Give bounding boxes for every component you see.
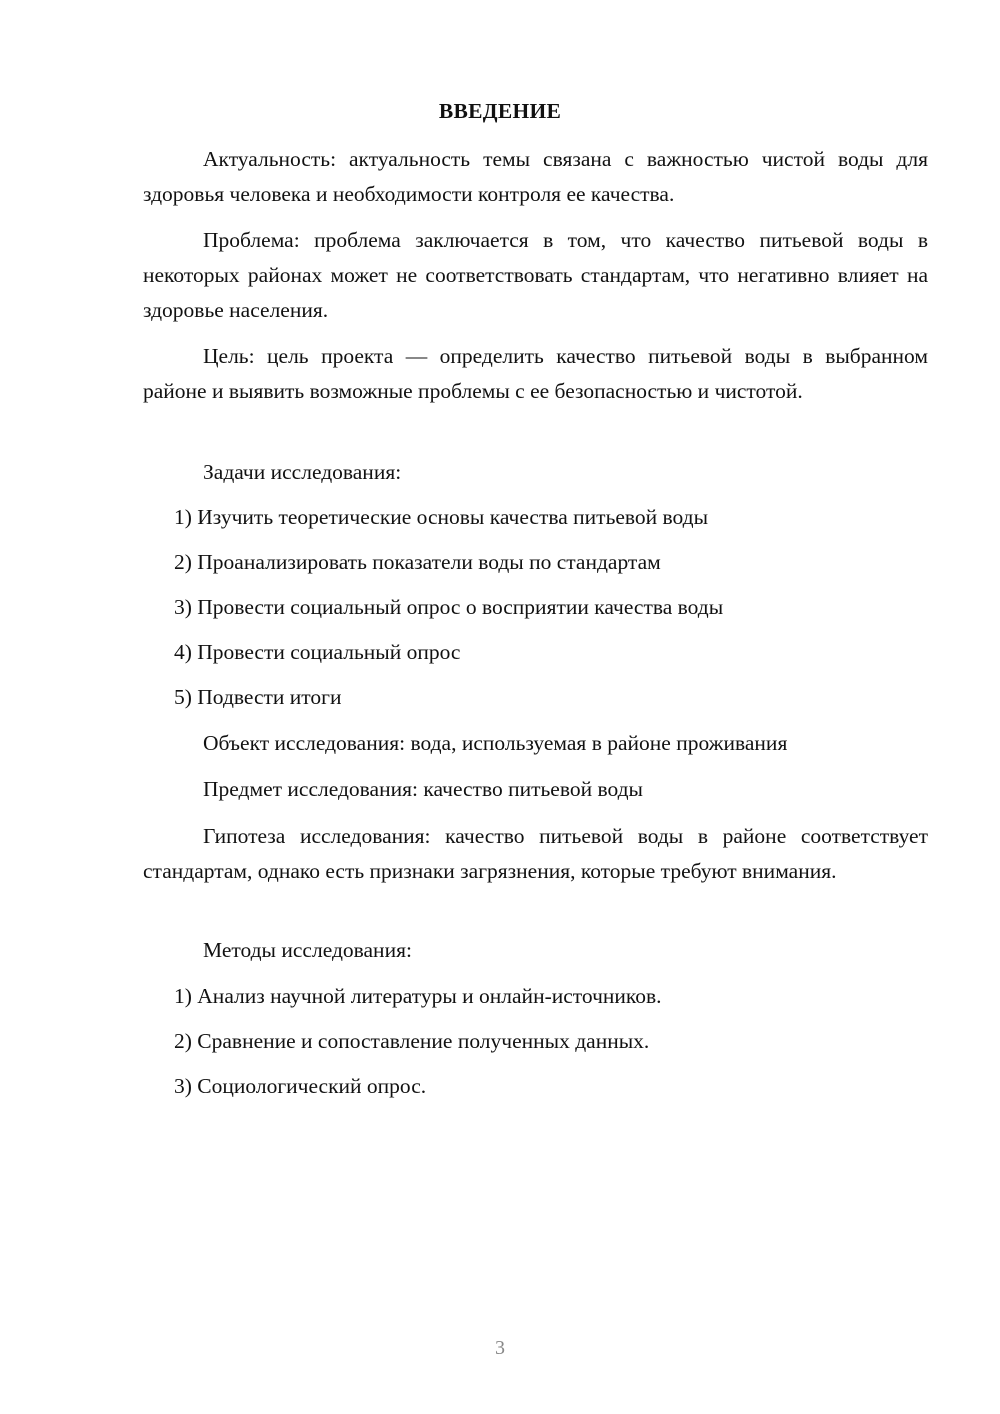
task-item: 5) Подвести итоги: [174, 685, 342, 709]
tasks-title: Задачи исследования:: [203, 460, 402, 484]
method-item: 2) Сравнение и сопоставление полученных данных.: [174, 1029, 650, 1053]
method-item: 1) Анализ научной литературы и онлайн-источников.: [174, 984, 662, 1008]
hypothesis-paragraph: Гипотеза исследования: качество питьевой воды в районе соответствует стандартам, однако есть признаки загрязнения, которые требуют внимания.: [143, 824, 928, 883]
research-object: Объект исследования: вода, используемая в районе проживания: [203, 731, 788, 755]
task-item: 4) Провести социальный опрос: [174, 640, 461, 664]
research-subject: Предмет исследования: качество питьевой воды: [203, 777, 643, 801]
task-item: 2) Проанализировать показатели воды по стандартам: [174, 550, 661, 574]
relevance-paragraph: Актуальность: актуальность темы связана с важностью чистой воды для здоровья человека и необходимости контроля ее качества.: [143, 147, 928, 206]
methods-title: Методы исследования:: [203, 938, 412, 962]
method-item: 3) Социологический опрос.: [174, 1074, 427, 1098]
page-number: 3: [495, 1337, 505, 1359]
task-item: 3) Провести социальный опрос о восприятии качества воды: [174, 595, 724, 619]
problem-paragraph: Проблема: проблема заключается в том, что качество питьевой воды в некоторых районах может не соответствовать стандартам, что негативно влияет на здоровье населения.: [143, 228, 928, 322]
goal-paragraph: Цель: цель проекта — определить качество питьевой воды в выбранном районе и выявить возможные проблемы с ее безопасностью и чистотой.: [143, 344, 928, 403]
page-heading: ВВЕДЕНИЕ: [438, 99, 562, 123]
task-item: 1) Изучить теоретические основы качества питьевой воды: [174, 505, 709, 529]
